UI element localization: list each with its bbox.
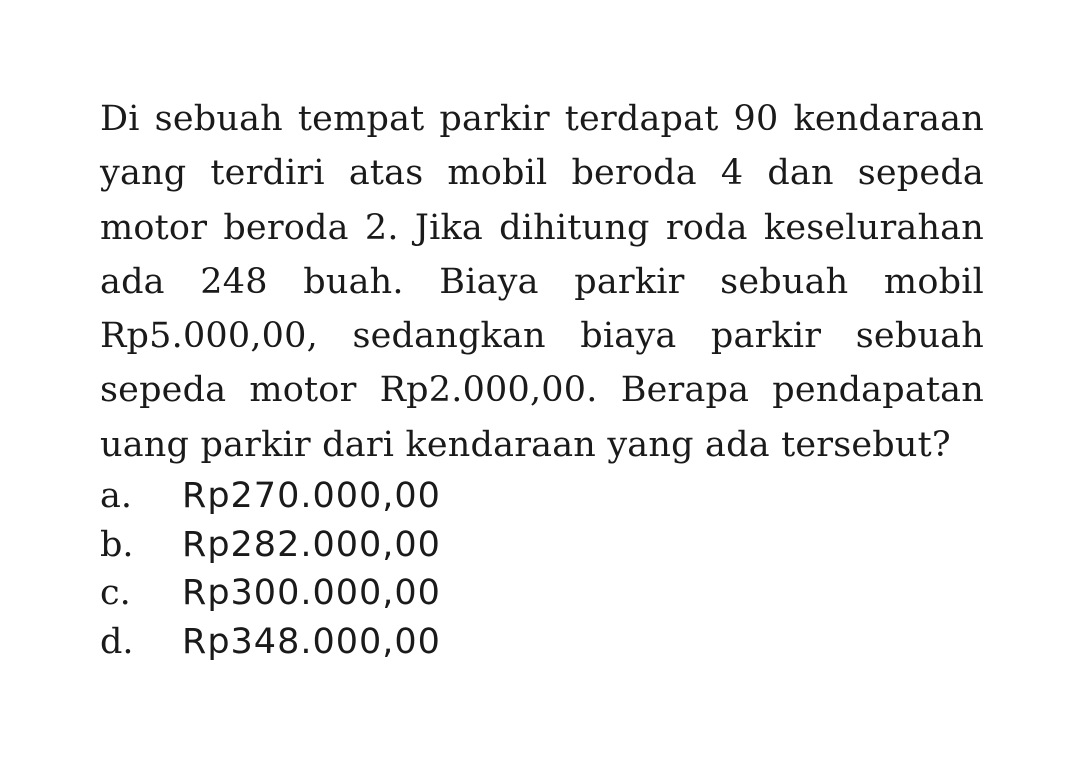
option-text: Rp348.000,00 [182,621,441,662]
option-b[interactable] [100,521,984,570]
option-c[interactable] [100,569,984,618]
question-text: Di sebuah tempat parkir terdapat 90 kendaraan yang terdiri atas mobil beroda 4 dan sepeda motor beroda 2. Jika dihitung roda keselurahan ada 248 buah. Biaya parkir sebuah mobil Rp5.000,00, sedangkan biaya parkir sebuah sepeda motor Rp2.000,00. Berapa pendapatan uang parkir dari kendaraan yang ada tersebut? [100,99,984,465]
option-a[interactable] [100,472,984,521]
option-text: Rp270.000,00 [182,476,441,517]
option-letter: d. [100,621,134,662]
option-letter: c. [100,573,131,614]
option-letter: b. [100,524,134,565]
question-document [100,92,984,666]
option-d[interactable] [100,618,984,667]
option-text: Rp282.000,00 [182,524,441,565]
answer-options [100,472,984,666]
option-letter: a. [100,476,132,517]
option-text: Rp300.000,00 [182,573,441,614]
